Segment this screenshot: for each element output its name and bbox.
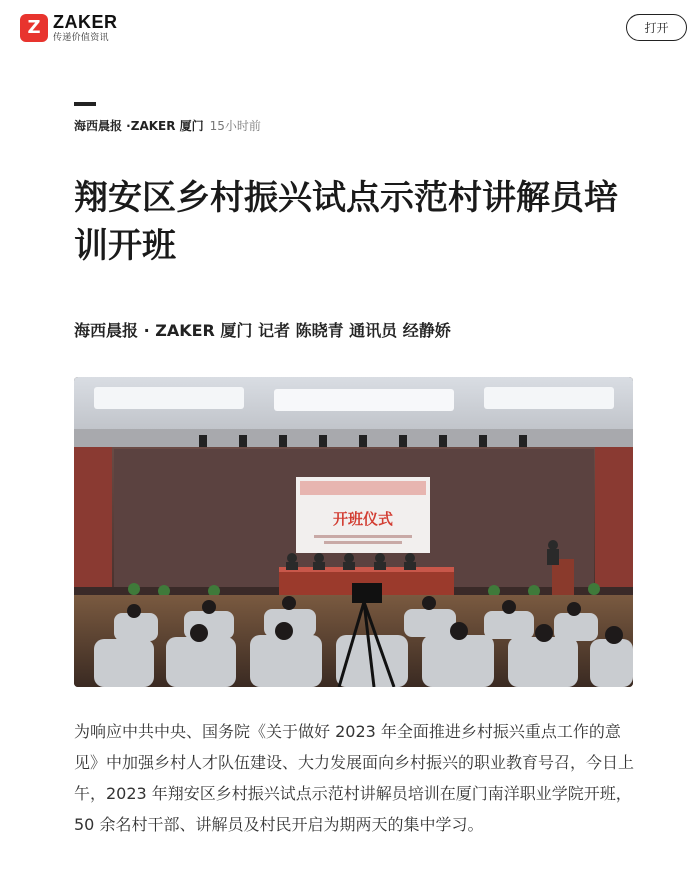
accent-bar: [74, 102, 96, 106]
logo-name: ZAKER: [53, 12, 118, 32]
zaker-logo-icon[interactable]: [20, 14, 48, 42]
logo-slogan: 传递价值资讯: [53, 33, 109, 43]
article-meta: [74, 118, 261, 134]
open-app-button[interactable]: 打开: [626, 14, 687, 41]
article-byline: 海西晨报 · ZAKER 厦门 记者 陈晓青 通讯员 经静娇: [74, 321, 451, 340]
app-header: [0, 0, 696, 56]
logo-letter: Z: [27, 17, 41, 38]
screen-text: 开班仪式: [332, 510, 394, 528]
article-source[interactable]: 海西晨报 ·ZAKER 厦门: [74, 119, 204, 133]
article-paragraph: 为响应中共中央、国务院《关于做好 2023 年全面推进乡村振兴重点工作的意见》中加强乡村人才队伍建设、大力发展面向乡村振兴的职业教育号召，今日上午，2023 年翔安区乡村振兴试点示范村讲解员培训在厦门南洋职业学院开班，50 余名村干部、讲解员及村民开启为期两天的集中学习。: [74, 722, 635, 834]
article-photo[interactable]: [74, 377, 633, 687]
conference-photo-illustration: [74, 377, 633, 687]
article-title: 翔安区乡村振兴试点示范村讲解员培训开班: [74, 178, 618, 266]
logo-text[interactable]: [53, 13, 118, 44]
article-time: 15小时前: [209, 119, 261, 133]
